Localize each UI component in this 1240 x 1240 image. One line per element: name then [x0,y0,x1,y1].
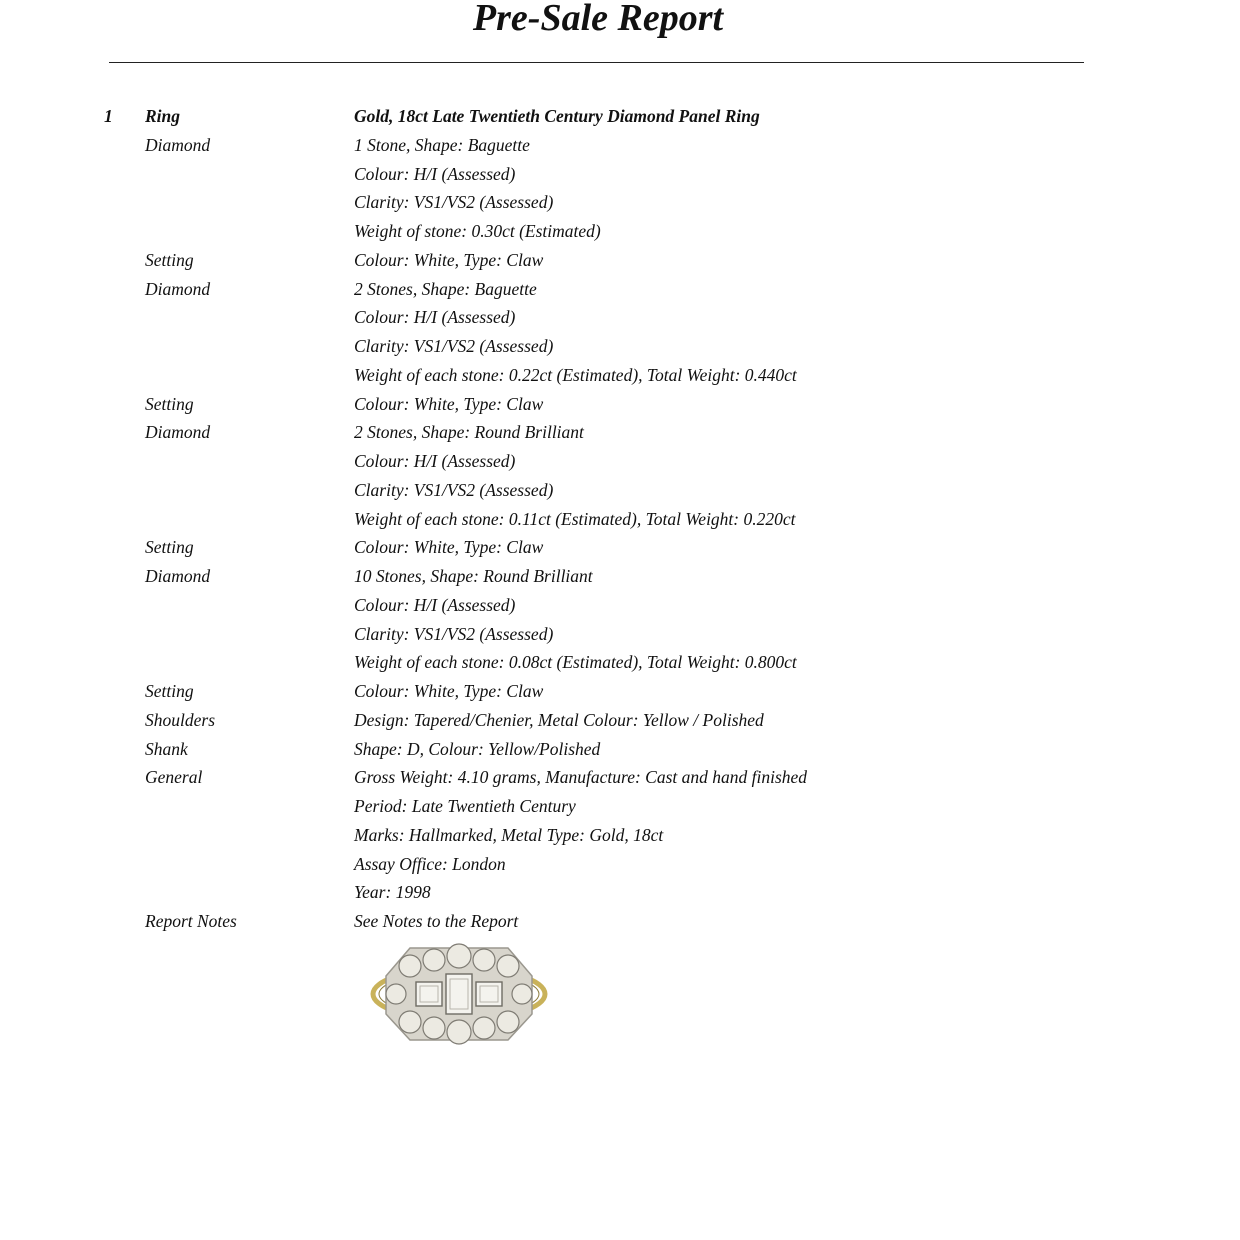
detail-row [0,562,1240,591]
row-value: Gross Weight: 4.10 grams, Manufacture: Cast and hand finished [354,767,808,788]
row-label: Diamond [145,278,211,299]
row-label: Setting [145,393,194,414]
detail-row [0,907,1240,936]
row-value: Colour: H/I (Assessed) [354,163,516,184]
detail-row [0,505,1240,534]
detail-row [0,735,1240,764]
row-value: See Notes to the Report [354,911,519,931]
ring-photo [370,936,548,1052]
detail-row [0,591,1240,620]
row-label: Diamond [145,566,211,586]
row-label: Setting [145,537,194,558]
detail-row [0,533,1240,562]
row-value: Year: 1998 [354,882,431,903]
detail-row [0,275,1240,304]
lot-number: 1 [104,106,113,126]
detail-row [0,131,1240,160]
detail-row [0,188,1240,217]
row-value: 10 Stones, Shape: Round Brilliant [354,566,593,586]
detail-row [0,620,1240,649]
row-value: Gold, 18ct Late Twentieth Century Diamond Panel Ring [354,106,760,126]
detail-row [0,447,1240,476]
row-value: 2 Stones, Shape: Round Brilliant [354,422,584,443]
row-value: Shape: D, Colour: Yellow/Polished [354,738,601,759]
detail-row [0,303,1240,332]
row-value: Weight of each stone: 0.22ct (Estimated), Total Weight: 0.440ct [354,364,797,385]
row-value: Clarity: VS1/VS2 (Assessed) [354,336,554,356]
detail-row [0,246,1240,275]
row-value: Colour: H/I (Assessed) [354,451,516,471]
detail-row [0,677,1240,706]
detail-row [0,706,1240,735]
row-value: Colour: White, Type: Claw [354,393,544,414]
detail-row [0,476,1240,505]
row-label: Diamond [145,134,211,155]
row-label: Setting [145,681,194,701]
detail-row [0,792,1240,821]
detail-row [0,850,1240,879]
report-title: Pre-Sale Report [472,0,724,39]
row-value: Weight of each stone: 0.11ct (Estimated), Total Weight: 0.220ct [354,508,796,529]
row-value: Weight of each stone: 0.08ct (Estimated), Total Weight: 0.800ct [354,652,797,673]
row-value: 2 Stones, Shape: Baguette [354,278,537,299]
detail-row [0,878,1240,907]
row-value: 1 Stone, Shape: Baguette [354,134,530,155]
row-value: Assay Office: London [354,853,506,874]
detail-row [0,332,1240,361]
row-label: Diamond [145,422,211,443]
row-label: Shank [145,738,188,759]
row-value: Clarity: VS1/VS2 (Assessed) [354,623,554,644]
row-value: Colour: White, Type: Claw [354,537,544,558]
row-label: Shoulders [145,709,215,730]
detail-row [0,217,1240,246]
title-underline [109,62,1084,63]
row-value: Clarity: VS1/VS2 (Assessed) [354,479,554,500]
row-value: Colour: White, Type: Claw [354,681,544,701]
row-value: Design: Tapered/Chenier, Metal Colour: Yellow / Polished [354,709,764,730]
row-value: Colour: H/I (Assessed) [354,594,516,615]
row-value: Period: Late Twentieth Century [354,796,576,816]
detail-row [0,390,1240,419]
detail-row [0,763,1240,792]
row-label: General [145,767,203,788]
row-label: Setting [145,249,194,270]
detail-row [0,821,1240,850]
row-value: Colour: White, Type: Claw [354,249,544,270]
row-value: Clarity: VS1/VS2 (Assessed) [354,192,554,213]
detail-row [0,160,1240,189]
row-value: Marks: Hallmarked, Metal Type: Gold, 18ct [354,824,664,845]
detail-row [0,361,1240,390]
row-value: Weight of stone: 0.30ct (Estimated) [354,221,601,241]
row-label: Report Notes [145,911,237,931]
lot-row-heading [0,102,1240,131]
lot-details [0,102,1240,936]
detail-row [0,648,1240,677]
row-label: Ring [145,106,181,126]
row-value: Colour: H/I (Assessed) [354,307,516,328]
detail-row [0,418,1240,447]
